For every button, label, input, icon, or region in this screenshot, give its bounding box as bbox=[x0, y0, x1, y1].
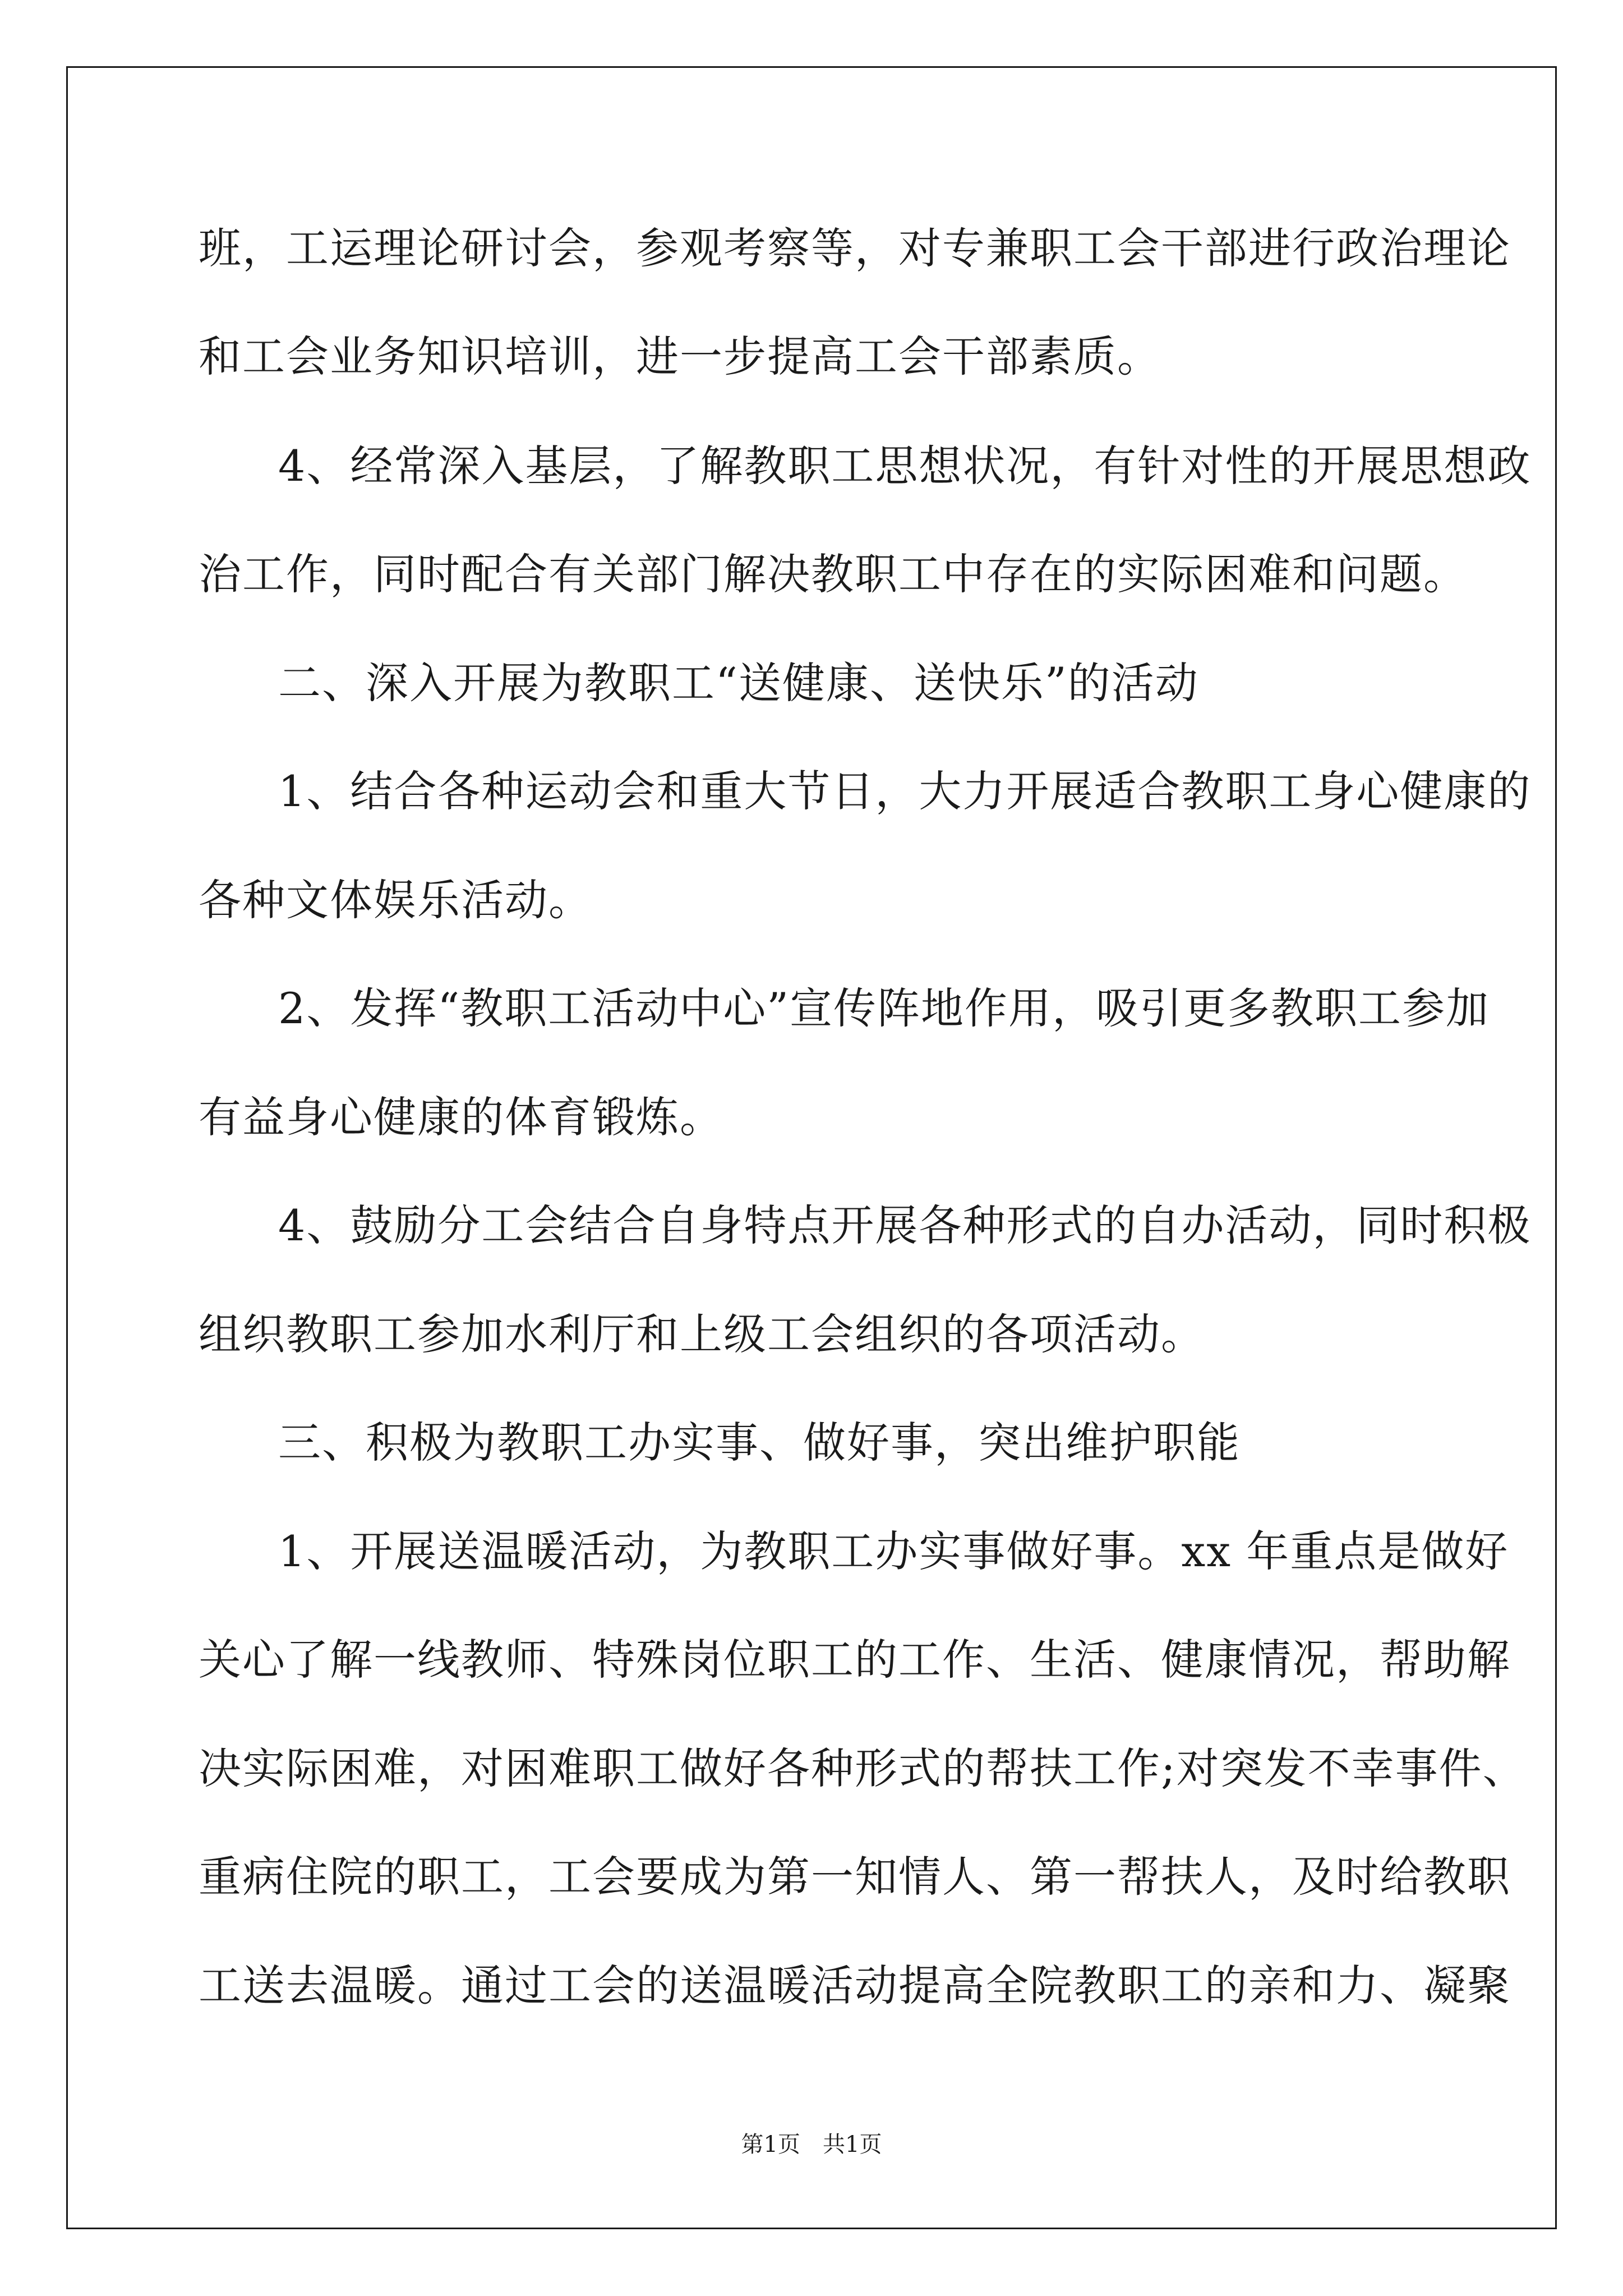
page-border bbox=[66, 66, 1557, 2229]
body-text-line: 组织教职工参加水利厅和上级工会组织的各项活动。 bbox=[199, 1309, 1205, 1359]
section-heading: 三、积极为教职工办实事、做好事，突出维护职能 bbox=[278, 1418, 1241, 1467]
body-text-line: 4、经常深入基层，了解教职工思想状况，有针对性的开展思想政 bbox=[278, 441, 1532, 491]
body-text-line: 班，工运理论研讨会，参观考察等，对专兼职工会干部进行政治理论 bbox=[199, 223, 1511, 273]
body-text-line: 重病住院的职工，工会要成为第一知情人、第一帮扶人，及时给教职 bbox=[199, 1852, 1511, 1902]
body-text-line: 各种文体娱乐活动。 bbox=[199, 875, 592, 925]
page-number-footer: 第1页 共1页 bbox=[741, 2132, 882, 2157]
body-text-line: 决实际困难，对困难职工做好各种形式的帮扶工作;对突发不幸事件、 bbox=[199, 1743, 1527, 1793]
body-text-line: 4、鼓励分工会结合自身特点开展各种形式的自办活动，同时积极 bbox=[278, 1200, 1532, 1250]
body-text-line: 关心了解一线教师、特殊岗位职工的工作、生活、健康情况，帮助解 bbox=[199, 1635, 1511, 1685]
section-heading: 二、深入开展为教职工“送健康、送快乐”的活动 bbox=[278, 658, 1199, 708]
body-text-line: 1、结合各种运动会和重大节日，大力开展适合教职工身心健康的 bbox=[278, 766, 1532, 816]
body-text-line: 有益身心健康的体育锻炼。 bbox=[199, 1092, 723, 1142]
body-text-line: 和工会业务知识培训，进一步提高工会干部素质。 bbox=[199, 332, 1161, 381]
body-text-line: 2、发挥“教职工活动中心”宣传阵地作用，吸引更多教职工参加 bbox=[278, 983, 1490, 1033]
body-text-line: 1、开展送温暖活动，为教职工办实事做好事。xx 年重点是做好 bbox=[278, 1526, 1509, 1576]
body-text-line: 工送去温暖。通过工会的送温暖活动提高全院教职工的亲和力、凝聚 bbox=[199, 1961, 1511, 2010]
body-text-line: 治工作，同时配合有关部门解决教职工中存在的实际困难和问题。 bbox=[199, 549, 1467, 599]
